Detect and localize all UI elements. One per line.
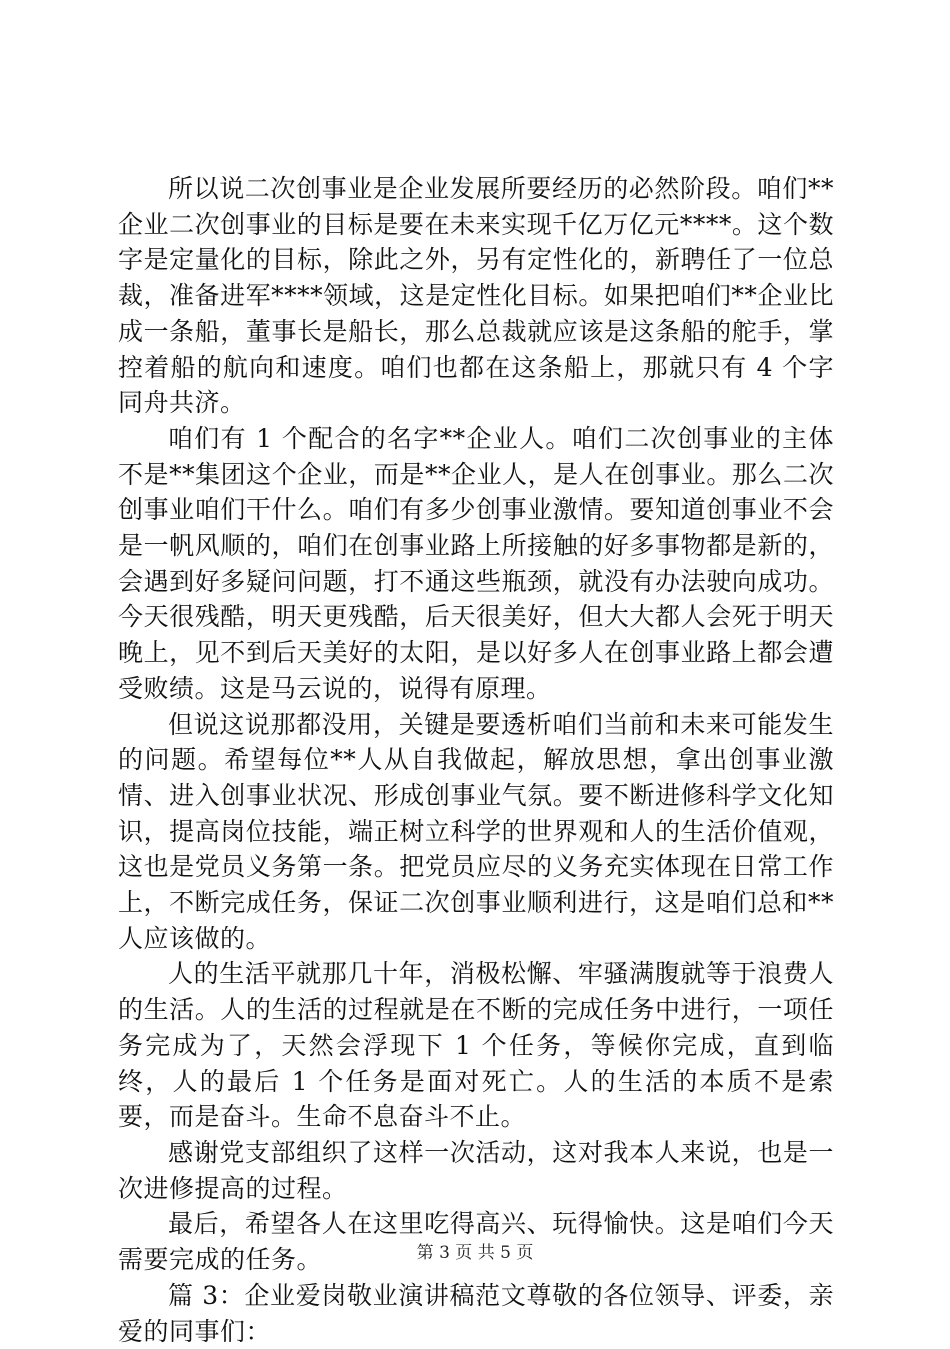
paragraph: 篇 3：企业爱岗敬业演讲稿范文尊敬的各位领导、评委，亲爱的同事们： (118, 1280, 834, 1346)
paragraph: 但说这说那都没用，关键是要透析咱们当前和未来可能发生的问题。希望每位**人从自我做起，解放思想，拿出创事业激情、进入创事业状况、形成创事业气氛。要不断进修科学文化知识，提高岗位技能，端正树立科学的世界观和人的生活价值观，这也是党员义务第一条。把党员应尽的义务充实体现在日常工作上，不断完成任务，保证二次创事业顺利进行，这是咱们总和**人应该做的。 (118, 709, 834, 953)
paragraph: 咱们有 1 个配合的名字**企业人。咱们二次创事业的主体不是**集团这个企业，而是**企业人，是人在创事业。那么二次创事业咱们干什么。咱们有多少创事业激情。要知道创事业不会是一帆风顺的，咱们在创事业路上所接触的好多事物都是新的，会遇到好多疑问问题，打不通这些瓶颈，就没有办法驶向成功。今天很残酷，明天更残酷，后天很美好，但大大都人会死于明天晚上，见不到后天美好的太阳，是以好多人在创事业路上都会遭受败绩。这是马云说的，说得有原理。 (118, 423, 834, 703)
page-number-footer: 第 3 页 共 5 页 (416, 1243, 534, 1263)
paragraph: 感谢党支部组织了这样一次活动，这对我本人来说，也是一次进修提高的过程。 (118, 1137, 834, 1203)
document-body (118, 171, 834, 1349)
paragraph: 最后，希望各人在这里吃得高兴、玩得愉快。这是咱们今天需要完成的任务。 (118, 1209, 834, 1275)
paragraph: 所以说二次创事业是企业发展所要经历的必然阶段。咱们**企业二次创事业的目标是要在未来实现千亿万亿元****。这个数字是定量化的目标，除此之外，另有定性化的，新聘任了一位总裁，准备进军****领域，这是定性化目标。如果把咱们**企业比成一条船，董事长是船长，那么总裁就应该是这条船的舵手，掌控着船的航向和速度。咱们也都在这条船上，那就只有 4 个字同舟共济。 (118, 174, 834, 418)
paragraph: 人的生活平就那几十年，消极松懈、牢骚满腹就等于浪费人的生活。人的生活的过程就是在不断的完成任务中进行，一项任务完成为了，天然会浮现下 1 个任务，等候你完成，直到临终，人的最后 1 个任务是面对死亡。人的生活的本质不是索要，而是奋斗。生命不息奋斗不止。 (118, 959, 834, 1132)
